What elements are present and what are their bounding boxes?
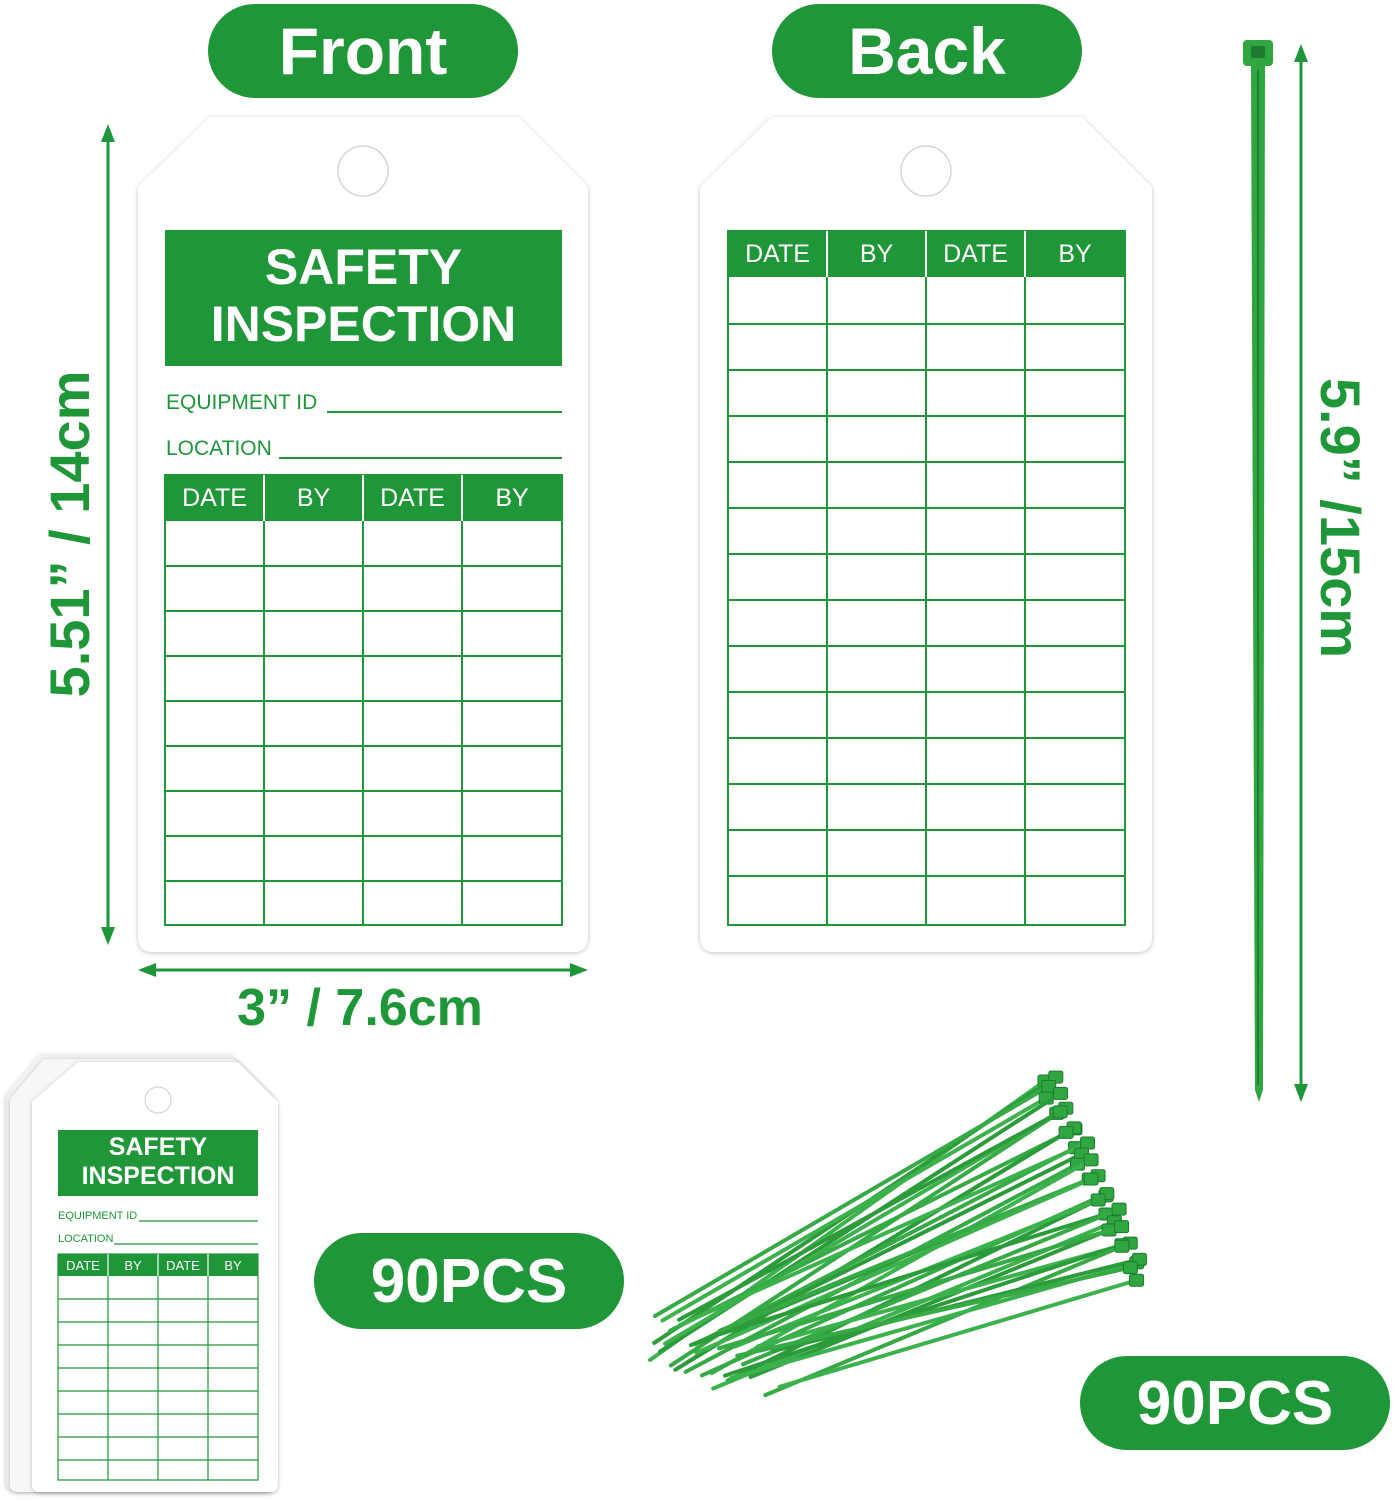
front-title-line2: INSPECTION (210, 296, 517, 352)
cable-tie-head (1123, 1262, 1137, 1274)
width-dimension: 3” / 7.6cm (237, 979, 483, 1037)
back-col-date-2: DATE (943, 240, 1008, 268)
small-field-location: LOCATION (58, 1233, 114, 1245)
tags-quantity-badge: 90PCS (314, 1233, 624, 1329)
front-col-by-1: BY (296, 484, 331, 512)
front-col-date-1: DATE (182, 484, 247, 512)
tag-stack-icon (6, 1055, 278, 1492)
small-col-date-1: DATE (66, 1258, 100, 1273)
cable-tie-head (1053, 1087, 1067, 1099)
small-col-by-1: BY (124, 1258, 142, 1273)
cable-tie-head (1091, 1194, 1105, 1206)
height-dimension: 5.51” / 14cm (38, 370, 101, 698)
ties-quantity-badge: 90PCS (1080, 1356, 1390, 1450)
small-col-date-2: DATE (166, 1258, 200, 1273)
front-field-equipment: EQUIPMENT ID (166, 391, 318, 414)
back-label: Back (772, 4, 1082, 98)
cable-tie-head (1115, 1240, 1129, 1252)
back-col-date-1: DATE (745, 240, 810, 268)
cable-tie-icon (1243, 40, 1273, 1102)
tie-length-dimension: 5.9” /15cm (1309, 377, 1372, 659)
small-title-line2: INSPECTION (81, 1162, 235, 1190)
small-col-by-2: BY (224, 1258, 242, 1273)
back-col-by-1: BY (859, 240, 894, 268)
cable-tie-head (1059, 1126, 1073, 1138)
cable-tie-head (1130, 1274, 1144, 1286)
front-tag-hole (338, 146, 388, 196)
cable-tie-head (1053, 1106, 1067, 1118)
cable-tie-head (1081, 1137, 1095, 1149)
cable-tie-head (1084, 1154, 1098, 1166)
small-field-equipment: EQUIPMENT ID (58, 1210, 138, 1222)
cable-tie-head (1084, 1173, 1098, 1185)
front-title-line1: SAFETY (264, 239, 463, 295)
front-field-location: LOCATION (166, 437, 272, 460)
cable-tie-head (1115, 1221, 1129, 1233)
back-tag-hole (901, 146, 951, 196)
front-col-date-2: DATE (380, 484, 445, 512)
front-label: Front (208, 4, 518, 98)
small-title-line1: SAFETY (108, 1133, 208, 1161)
cable-tie-head (1112, 1203, 1126, 1215)
front-col-by-2: BY (495, 484, 529, 512)
width-arrow (138, 963, 588, 977)
cable-tie-bundle-icon (650, 1071, 1146, 1395)
back-col-by-2: BY (1058, 240, 1092, 268)
